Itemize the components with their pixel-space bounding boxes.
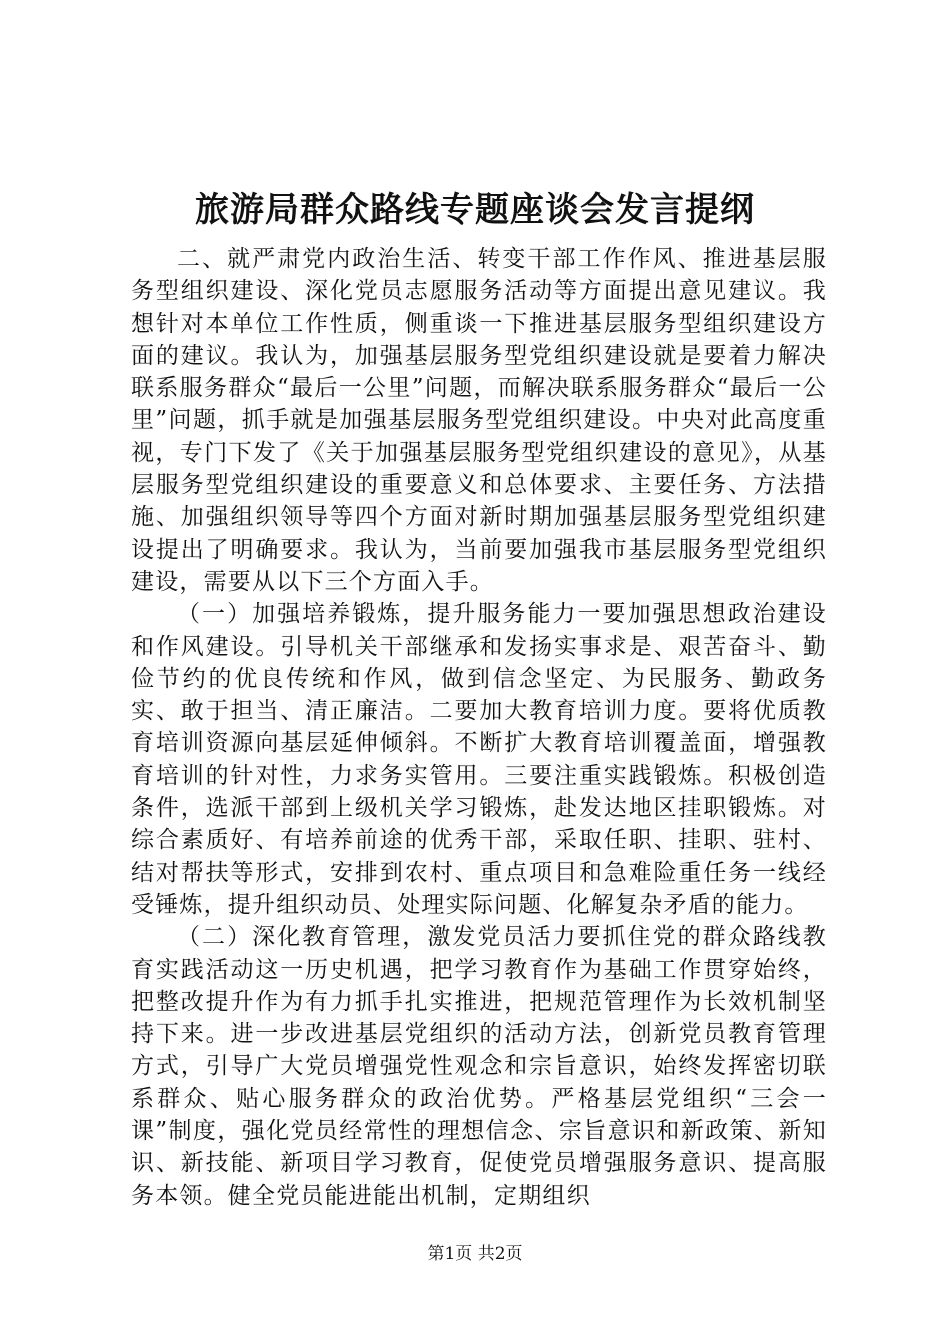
document-title: 旅游局群众路线专题座谈会发言提纲 — [195, 190, 755, 230]
paragraph-1: 二、就严肃党内政治生活、转变干部工作作风、推进基层服务型组织建设、深化党员志愿服务活动等方面提出意见建议。我想针对本单位工作性质，侧重谈一下推进基层服务型组织建设方面的建议。我认为，加强基层服务型党组织建设就是要着力解决联系服务群众“最后一公里”问题，而解决联系服务群众“最后一公里”问题，抓手就是加强基层服务型党组织建设。中央对此高度重视，专门下发了《关于加强基层服务型党组织建设的意见》，从基层服务型党组织建设的重要意义和总体要求、主要任务、方法措施、加强组织领导等四个方面对新时期加强基层服务型党组织建设提出了明确要求。我认为，当前要加强我市基层服务型党组织建设，需要从以下三个方面入手。 — [131, 246, 827, 595]
paragraph-3: （二）深化教育管理，激发党员活力要抓住党的群众路线教育实践活动这一历史机遇，把学习教育作为基础工作贯穿始终，把整改提升作为有力抓手扎实推进，把规范管理作为长效机制坚持下来。进一步改进基层党组织的活动方法，创新党员教育管理方式，引导广大党员增强党性观念和宗旨意识，始终发挥密切联系群众、贴心服务群众的政治优势。严格基层党组织“三会一课”制度，强化党员经常性的理想信念、宗旨意识和新政策、新知识、新技能、新项目学习教育，促使党员增强服务意识、提高服务本领。健全党员能进能出机制，定期组织 — [131, 924, 827, 1209]
page-footer: 第1页 共2页 — [427, 1244, 523, 1264]
paragraph-2: （一）加强培养锻炼，提升服务能力一要加强思想政治建设和作风建设。引导机关干部继承和发扬实事求是、艰苦奋斗、勤俭节约的优良传统和作风，做到信念坚定、为民服务、勤政务实、敢于担当、清正廉洁。二要加大教育培训力度。要将优质教育培训资源向基层延伸倾斜。不断扩大教育培训覆盖面，增强教育培训的针对性，力求务实管用。三要注重实践锻炼。积极创造条件，选派干部到上级机关学习锻炼，赴发达地区挂职锻炼。对综合素质好、有培养前途的优秀干部，采取任职、挂职、驻村、结对帮扶等形式，安排到农村、重点项目和急难险重任务一线经受锤炼，提升组织动员、处理实际问题、化解复杂矛盾的能力。 — [131, 601, 827, 918]
document-body — [131, 243, 827, 1212]
